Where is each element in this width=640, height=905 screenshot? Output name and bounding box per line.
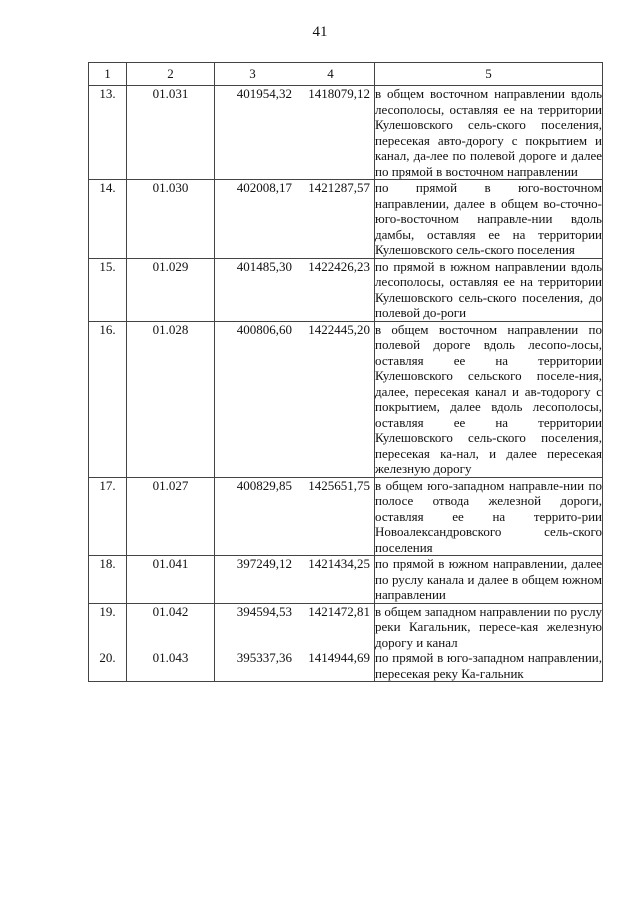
boundary-description: в общем восточном направлении вдоль лесополосы, оставляя ее на территории Кулешовского сель-ского поселения, пересекая авто-дорогу с покрытием и канал, да-лее по полевой дороге и далее по прямой в восточном направлении	[375, 86, 602, 179]
boundary-description: в общем юго-западном направле-нии по полосе отвода железной дороги, оставляя ее на террито-рии Новоалександровского сель-ского поселения	[375, 477, 602, 555]
coord-y: 1418079,12	[308, 86, 370, 101]
coord-x: 400829,85	[236, 477, 292, 493]
table-row	[89, 86, 603, 180]
page-number: 41	[312, 24, 328, 40]
coord-x: 402008,17	[236, 180, 292, 195]
boundary-description: по прямой в южном направлении, далее по руслу канала и далее в общем южном направлении	[375, 556, 602, 602]
column-header-4: 4	[327, 66, 334, 82]
point-code: 01.027	[127, 477, 215, 556]
row-number: 18.	[89, 556, 127, 604]
table-row	[89, 180, 603, 259]
row-number: 17.	[89, 477, 127, 556]
coord-x: 401485,30	[236, 258, 292, 274]
coord-y: 1425651,75	[308, 477, 370, 493]
coordinates	[215, 477, 375, 556]
coordinates	[215, 258, 375, 321]
coord-y: 1422426,23	[308, 258, 370, 274]
table-header-row	[89, 63, 603, 86]
row-number: 20.	[89, 650, 127, 682]
coord-x: 394594,53	[236, 603, 292, 619]
table-row	[89, 556, 603, 604]
coordinates	[215, 86, 375, 180]
point-code: 01.043	[127, 650, 215, 682]
point-code: 01.029	[127, 258, 215, 321]
table-row	[89, 258, 603, 321]
boundary-description: по прямой в юго-западном направлении, пересекая реку Ка-гальник	[375, 650, 602, 681]
row-number: 14.	[89, 180, 127, 259]
table-row	[89, 603, 603, 650]
point-code: 01.041	[127, 556, 215, 604]
column-header-3-4	[215, 63, 375, 86]
coord-x: 400806,60	[236, 321, 292, 337]
coord-y: 1421287,57	[308, 180, 370, 195]
column-header-2: 2	[127, 63, 215, 86]
row-number: 15.	[89, 258, 127, 321]
coord-y: 1422445,20	[308, 321, 370, 337]
row-number: 13.	[89, 86, 127, 180]
coordinates	[215, 603, 375, 650]
coord-x: 395337,36	[236, 650, 292, 665]
point-code: 01.031	[127, 86, 215, 180]
table-row	[89, 650, 603, 682]
table-row	[89, 477, 603, 556]
column-header-1: 1	[89, 63, 127, 86]
column-header-3: 3	[249, 66, 256, 82]
coord-x: 401954,32	[236, 86, 292, 101]
row-number: 19.	[89, 603, 127, 650]
boundary-description: в общем западном направлении по руслу реки Кагальник, пересе-кая железную дорогу и канал	[375, 603, 602, 650]
boundary-table	[88, 62, 603, 682]
boundary-description: в общем восточном направлении по полевой дороге вдоль лесопо-лосы, оставляя ее на территории Кулешовского сельского поселе-ния, далее, пересекая канал и ав-тодорогу с покрытием, далее вдоль лесополосы, оставляя ее на территории Кулешовского сель-ского поселения, пересекая ка-нал, и далее пересекая железную дорогу	[375, 321, 602, 476]
coordinates	[215, 650, 375, 682]
coord-y: 1421434,25	[308, 556, 370, 571]
point-code: 01.030	[127, 180, 215, 259]
table-row	[89, 321, 603, 477]
row-number: 16.	[89, 321, 127, 477]
coord-x: 397249,12	[236, 556, 292, 571]
coord-y: 1421472,81	[308, 603, 370, 619]
point-code: 01.042	[127, 603, 215, 650]
point-code: 01.028	[127, 321, 215, 477]
coordinates	[215, 556, 375, 604]
boundary-description: по прямой в юго-восточном направлении, далее в общем во-сточно-юго-восточном направле-нии вдоль дамбы, оставляя ее на территории Кулешовского сель-ского поселения	[375, 180, 602, 257]
coordinates	[215, 321, 375, 477]
coord-y: 1414944,69	[308, 650, 370, 665]
column-header-5: 5	[375, 63, 603, 86]
boundary-description: по прямой в южном направлении вдоль лесополосы, оставляя ее на территории Кулешовского сель-ского поселения, до полевой до-роги	[375, 258, 602, 320]
coordinates	[215, 180, 375, 259]
